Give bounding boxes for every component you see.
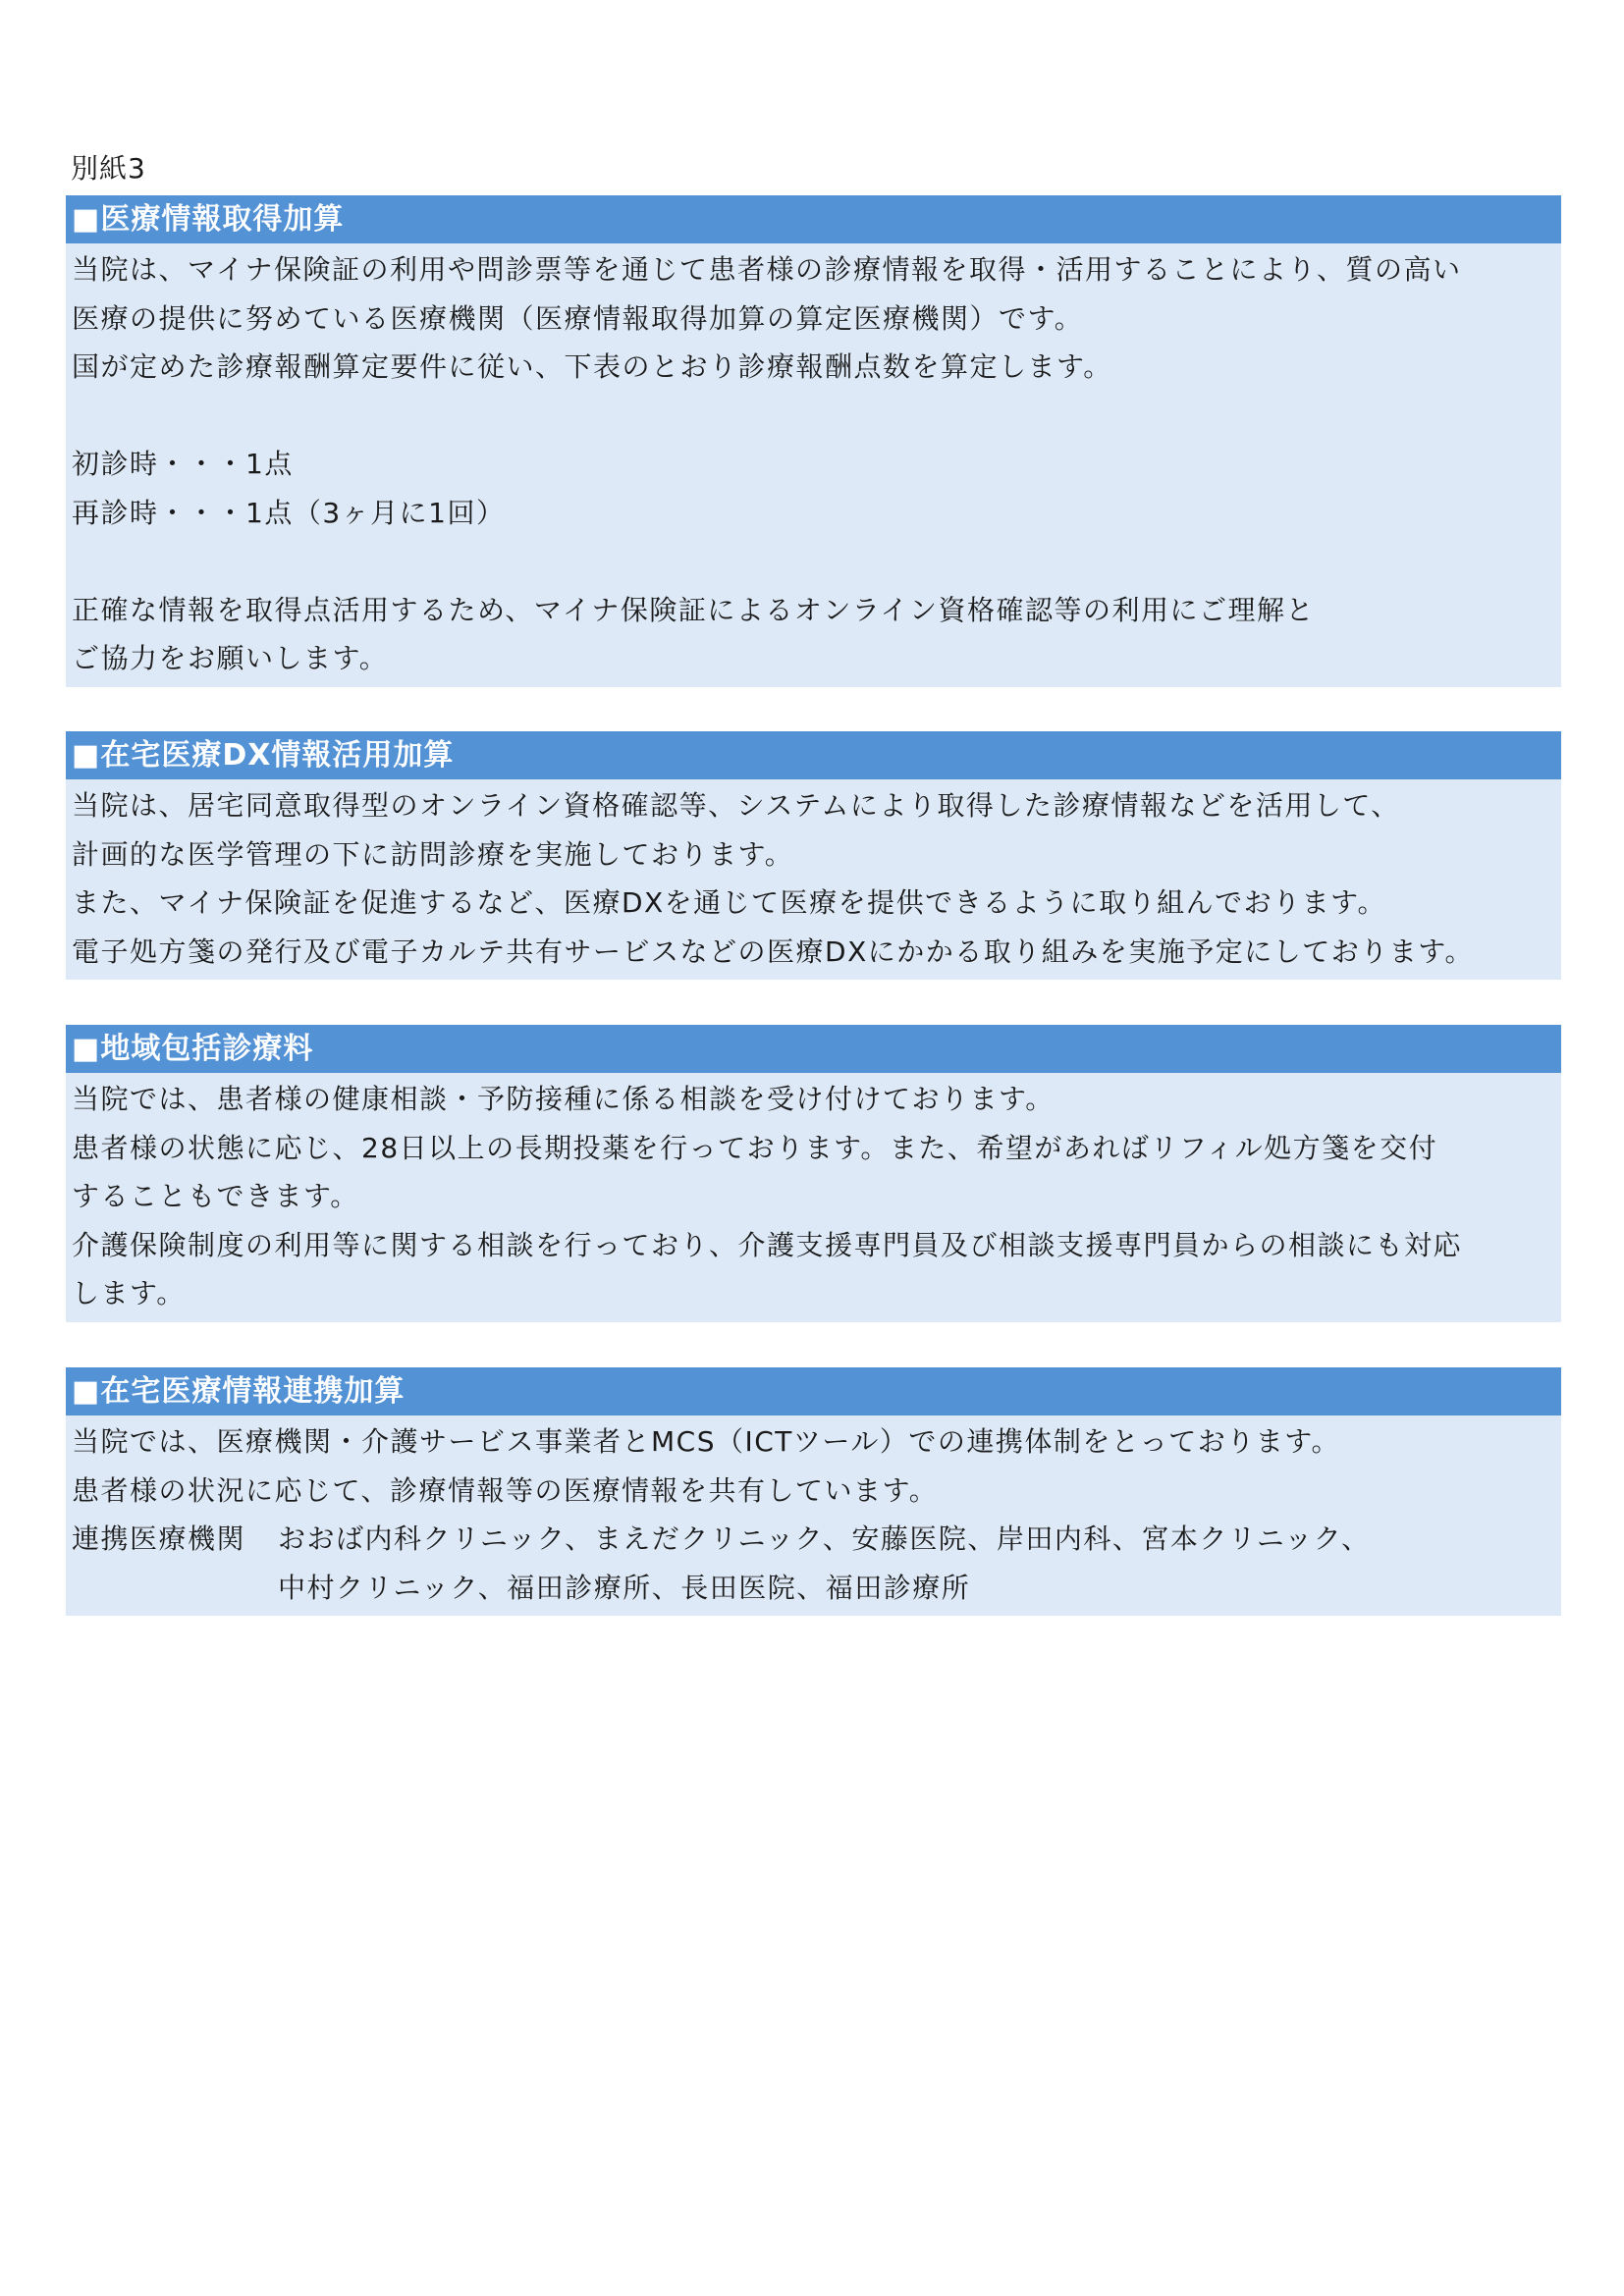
section-title: ■在宅医療DX情報活用加算	[66, 731, 1561, 779]
partner-line: 中村クリニック、福田診療所、長田医院、福田診療所	[278, 1571, 971, 1604]
body-line: 電子処方箋の発行及び電子カルテ共有サービスなどの医療DXにかかる取り組みを実施予定にしております。	[72, 934, 1475, 968]
document-label: 別紙3	[71, 152, 146, 185]
body-line: 当院は、居宅同意取得型のオンライン資格確認等、システムにより取得した診療情報などを活用して、	[72, 789, 1400, 822]
body-line: ご協力をお願いします。	[72, 642, 389, 674]
body-line: また、マイナ保険証を促進するなど、医療DXを通じて医療を提供できるように取り組んでおります。	[72, 886, 1386, 919]
section-title: ■地域包括診療料	[66, 1025, 1561, 1073]
section-community-comprehensive-care	[66, 1025, 1561, 1322]
section-home-care-info-cooperation	[66, 1367, 1561, 1616]
section-title: ■医療情報取得加算	[66, 195, 1561, 243]
section-body	[66, 779, 1561, 980]
body-line-blank	[72, 537, 1553, 586]
partner-institutions-label: 連携医療機関	[72, 1522, 246, 1555]
partner-institutions-row	[72, 1515, 1553, 1612]
body-line: 患者様の状態に応じ、28日以上の長期投薬を行っております。また、希望があればリフィル処方箋を交付	[72, 1131, 1438, 1164]
body-line: 介護保険制度の利用等に関する相談を行っており、介護支援専門員及び相談支援専門員からの相談にも対応	[72, 1228, 1463, 1261]
section-body	[66, 243, 1561, 687]
body-line: 当院は、マイナ保険証の利用や問診票等を通じて患者様の診療情報を取得・活用することにより、質の高い	[72, 253, 1462, 286]
section-home-care-dx	[66, 731, 1561, 980]
partner-line: おおば内科クリニック、まえだクリニック、安藤医院、岸田内科、宮本クリニック、	[278, 1522, 1371, 1555]
body-line: 計画的な医学管理の下に訪問診療を実施しております。	[72, 837, 794, 871]
partner-institutions-list	[278, 1515, 1371, 1612]
section-body	[66, 1415, 1561, 1616]
section-medical-info-acquisition	[66, 195, 1561, 687]
section-title: ■在宅医療情報連携加算	[66, 1367, 1561, 1415]
body-line: 正確な情報を取得点活用するため、マイナ保険証によるオンライン資格確認等の利用にご理解と	[72, 593, 1315, 626]
body-line: 当院では、患者様の健康相談・予防接種に係る相談を受け付けております。	[72, 1083, 1055, 1115]
body-line: します。	[72, 1277, 186, 1309]
body-line-blank	[72, 392, 1553, 441]
section-body	[66, 1073, 1561, 1322]
body-line: 国が定めた診療報酬算定要件に従い、下表のとおり診療報酬点数を算定します。	[72, 350, 1112, 383]
body-line: 医療の提供に努めている医療機関（医療情報取得加算の算定医療機関）です。	[72, 301, 1084, 335]
body-line: 再診時・・・1点（3ヶ月に1回）	[72, 496, 506, 529]
body-line: 初診時・・・1点	[72, 448, 294, 480]
body-line: することもできます。	[72, 1180, 359, 1212]
body-line: 当院では、医療機関・介護サービス事業者とMCS（ICTツール）での連携体制をとっております。	[72, 1425, 1341, 1458]
body-line: 患者様の状況に応じて、診療情報等の医療情報を共有しています。	[72, 1473, 939, 1507]
